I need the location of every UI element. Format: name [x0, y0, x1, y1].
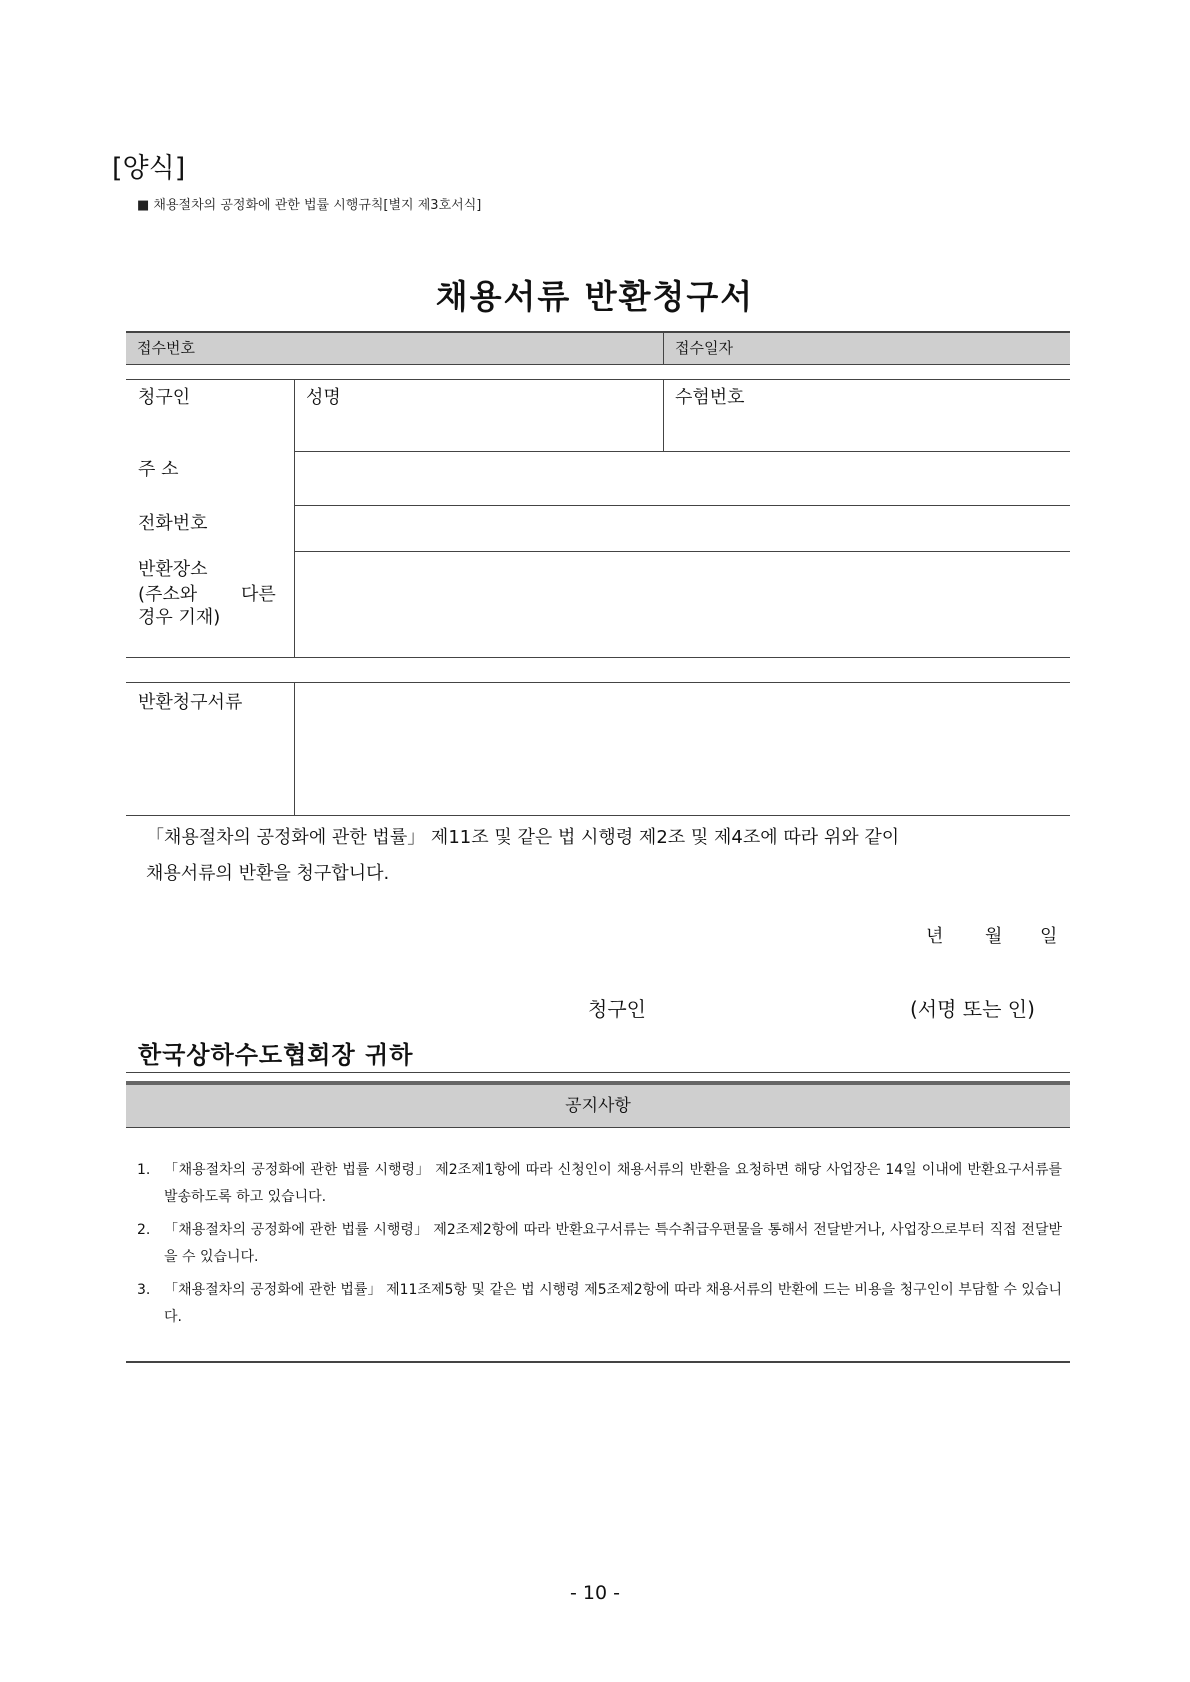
- documents-field[interactable]: [296, 684, 1068, 813]
- date-month: 월: [985, 926, 1003, 947]
- receipt-divider: [663, 331, 664, 365]
- page-number: - 10 -: [570, 1582, 620, 1604]
- signature-claimant-label: 청구인: [588, 997, 646, 1021]
- notice-title-bottom: [126, 1127, 1070, 1128]
- recipient: 한국상하수도협회장 귀하: [138, 1041, 414, 1069]
- exam-number-field[interactable]: [666, 405, 1068, 449]
- declaration-line1: 「채용절차의 공정화에 관한 법률」 제11조 및 같은 법 시행령 제2조 및 제4조에 따라 위와 같이: [146, 827, 900, 848]
- form-reference: ■ 채용절차의 공정화에 관한 법률 시행규칙[별지 제3호서식]: [137, 198, 482, 213]
- receipt-top-border: [126, 331, 1070, 333]
- receipt-bottom-border: [126, 364, 1070, 365]
- notice-item-1-text: 「채용절차의 공정화에 관한 법률 시행령」 제2조제1항에 따라 신청인이 채용서류의 반환을 요청하면 해당 사업장은 14일 이내에 반환요구서류를 발송하도록 하고 있습니다.: [164, 1162, 1062, 1205]
- name-field[interactable]: [296, 405, 661, 449]
- phone-bottom: [294, 551, 1070, 552]
- notice-item-1-number: 1.: [137, 1162, 151, 1178]
- label-column-divider: [294, 379, 295, 657]
- phone-field[interactable]: [296, 507, 1068, 549]
- return-place-label-line2b: 다른: [241, 584, 276, 605]
- notice-bottom-border: [126, 1361, 1070, 1363]
- documents-bottom-border: [126, 815, 1070, 816]
- notice-item-2-text: 「채용절차의 공정화에 관한 법률 시행령」 제2조제2항에 따라 반환요구서류는 특수취급우편물을 통해서 전달받거나, 사업장으로부터 직접 전달받을 수 있습니다.: [164, 1222, 1062, 1265]
- date-day: 일: [1040, 926, 1058, 947]
- receipt-number-label: 접수번호: [137, 339, 195, 357]
- return-place-label-line2a: (주소와: [138, 584, 198, 605]
- return-place-label-line1: 반환장소: [138, 559, 208, 580]
- notice-item-2: [137, 1217, 1062, 1271]
- form-label: [양식]: [112, 153, 186, 184]
- notice-top-thin: [126, 1072, 1070, 1073]
- notice-item-3: [137, 1277, 1062, 1331]
- address-bottom: [294, 505, 1070, 506]
- claimant-label: 청구인: [138, 387, 191, 408]
- documents-top-border: [126, 682, 1070, 683]
- document-title: 채용서류 반환청구서: [435, 277, 755, 316]
- notice-item-3-number: 3.: [137, 1282, 151, 1298]
- receipt-date-label: 접수일자: [675, 339, 733, 357]
- return-place-bottom: [126, 657, 1070, 658]
- name-exam-divider: [663, 379, 664, 451]
- documents-column-divider: [294, 682, 295, 815]
- claimant-name-bottom: [294, 451, 1070, 452]
- documents-label: 반환청구서류: [138, 692, 243, 713]
- notice-item-1: [137, 1157, 1062, 1211]
- claimant-top-border: [126, 379, 1070, 380]
- name-label: 성명: [306, 387, 341, 408]
- return-place-label-line3: 경우 기재): [138, 607, 221, 628]
- signature-note: (서명 또는 인): [910, 997, 1035, 1021]
- notice-item-3-text: 「채용절차의 공정화에 관한 법률」 제11조제5항 및 같은 법 시행령 제5조제2항에 따라 채용서류의 반환에 드는 비용을 청구인이 부담할 수 있습니다.: [164, 1282, 1062, 1325]
- receipt-band: [126, 331, 1070, 365]
- declaration-line2: 채용서류의 반환을 청구합니다.: [146, 863, 390, 884]
- address-label: 주 소: [138, 459, 179, 480]
- date-year: 년: [926, 926, 944, 947]
- notice-title: 공지사항: [565, 1096, 631, 1116]
- address-field[interactable]: [296, 453, 1068, 503]
- exam-number-label: 수험번호: [675, 387, 745, 408]
- phone-label: 전화번호: [138, 513, 208, 534]
- notice-item-2-number: 2.: [137, 1222, 151, 1238]
- return-place-field[interactable]: [296, 553, 1068, 655]
